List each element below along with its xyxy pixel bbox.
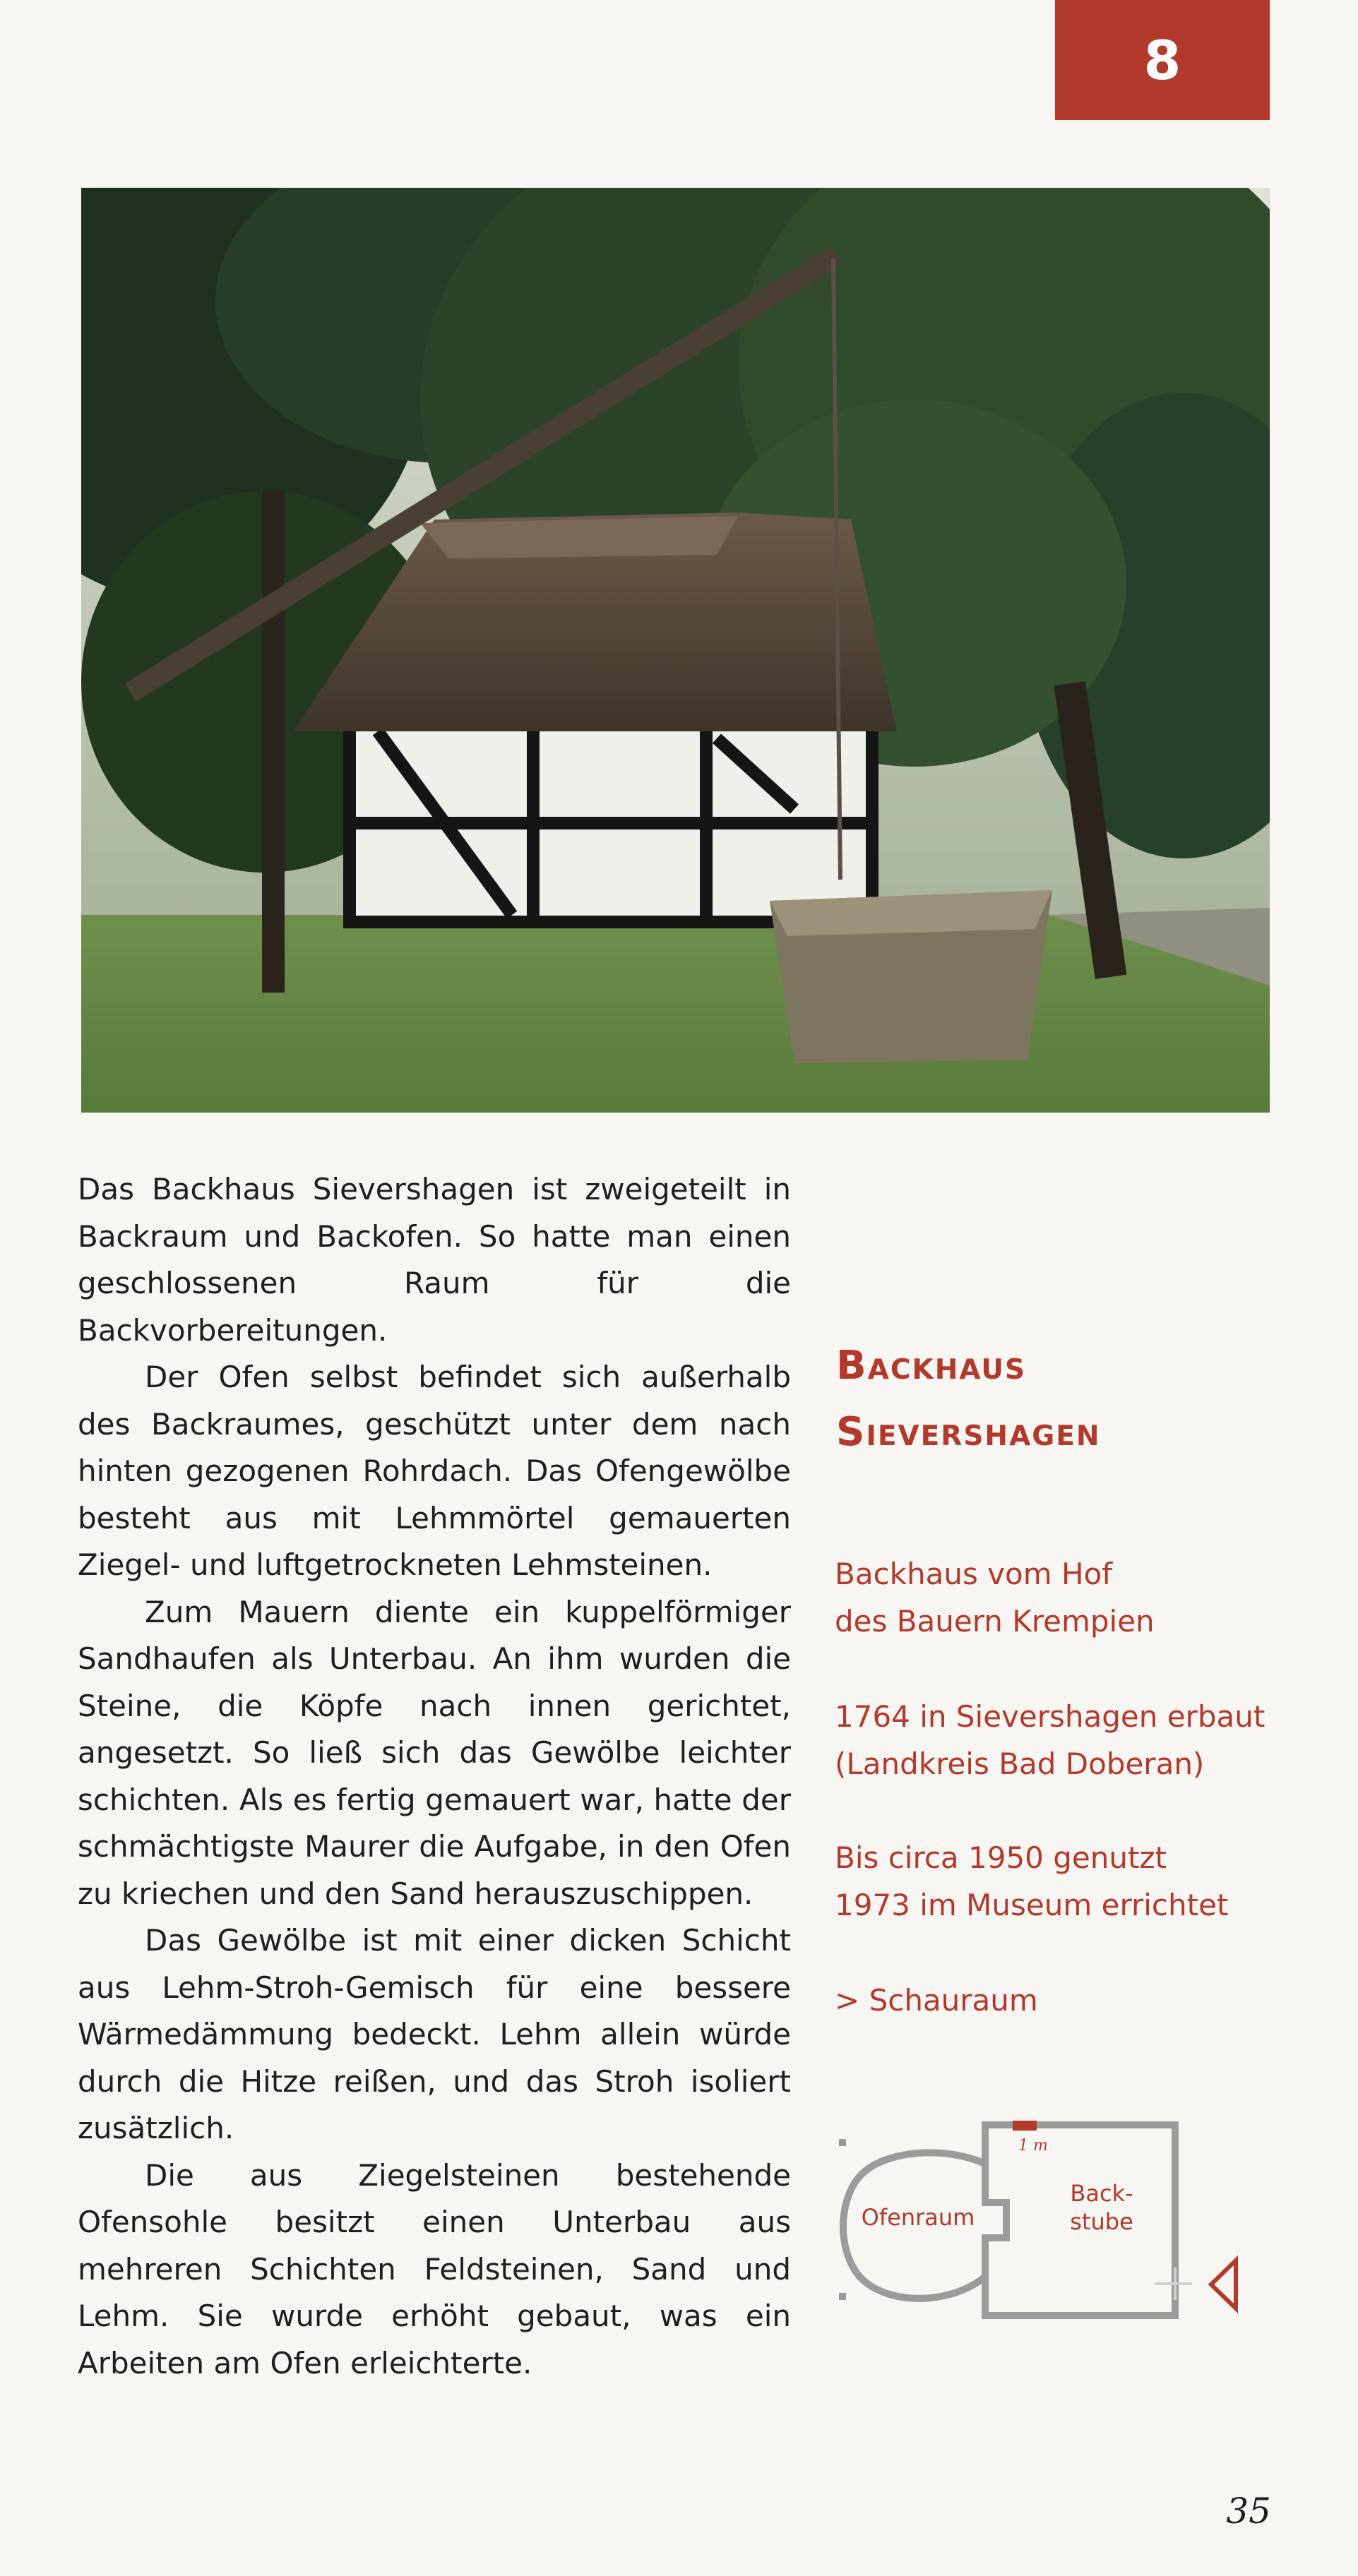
scale-bar	[1013, 2121, 1037, 2131]
construction-info	[835, 1693, 1273, 1787]
origin-info	[835, 1550, 1273, 1645]
exhibit-room-label: Schauraum	[869, 1983, 1038, 2018]
body-text	[78, 1166, 791, 2387]
exhibit-room-link[interactable]	[835, 1977, 1273, 2024]
floor-plan	[833, 2111, 1243, 2323]
origin-line-1: Backhaus vom Hof	[835, 1557, 1113, 1591]
usage-info	[835, 1834, 1273, 1929]
paragraph-insulation: Das Gewölbe ist mit einer dicken Schicht aus Lehm-Stroh-Gemisch für eine bessere Wärmedämmung bedeckt. Lehm allein würde durch die Hitze reißen, und das Stroh isoliert zusätzlich.	[78, 1923, 791, 2145]
section-title	[836, 1333, 1232, 1466]
oven-room-label: Ofenraum	[861, 2204, 975, 2231]
title-line-2: Sievershagen	[836, 1409, 1101, 1455]
title-line-1: Backhaus	[836, 1343, 1027, 1389]
paragraph-vault-construction: Zum Mauern diente ein kuppelförmiger Sandhaufen als Unterbau. An ihm wurden die Steine, die Köpfe nach innen gerichtet, angesetzt. So ließ sich das Gewölbe leichter schichten. Als es fertig gemauert war, hatte der schmächtigste Maurer die Aufgabe, in den Ofen zu kriechen und den Sand herauszuschippen.	[78, 1594, 791, 1911]
usage-line-1: Bis circa 1950 genutzt	[835, 1840, 1167, 1875]
page-number: 35	[1226, 2491, 1271, 2532]
chevron-right-icon: >	[835, 1983, 860, 2018]
scale-label: 1 m	[1018, 2137, 1048, 2155]
paragraph-oven-location: Der Ofen selbst befindet sich außerhalb des Backraumes, geschützt unter dem nach hinten gezogenen Rohrdach. Das Ofengewölbe besteht aus mit Lehmmörtel gemauerten Ziegel- und luftgetrockneten Lehmsteinen.	[78, 1360, 791, 1582]
plan-corner-mark	[839, 2139, 846, 2146]
built-line-1: 1764 in Sievershagen erbaut	[835, 1699, 1265, 1734]
built-line-2: (Landkreis Bad Doberan)	[835, 1747, 1205, 1781]
bakehouse-photo	[81, 188, 1270, 1113]
chapter-number: 8	[1143, 28, 1181, 92]
plan-corner-mark	[839, 2293, 846, 2300]
paragraph-room-division: Das Backhaus Sievershagen ist zweigeteilt in Backraum und Backofen. So hatte man einen geschlossenen Raum für die Backvorbereitungen.	[78, 1172, 791, 1348]
paragraph-oven-floor: Die aus Ziegelsteinen bestehende Ofensohle besitzt einen Unterbau aus mehreren Schichten Feldsteinen, Sand und Lehm. Sie wurde erhöht gebaut, was ein Arbeiten am Ofen erleichterte.	[78, 2157, 791, 2380]
bakery-label-line-2: stube	[1070, 2208, 1133, 2235]
usage-line-2: 1973 im Museum errichtet	[835, 1888, 1229, 1922]
origin-line-2: des Bauern Krempien	[835, 1604, 1155, 1639]
bakery-label-line-1: Back-	[1070, 2180, 1133, 2207]
chapter-tab	[1055, 0, 1270, 120]
viewpoint-triangle-icon	[1211, 2260, 1236, 2308]
